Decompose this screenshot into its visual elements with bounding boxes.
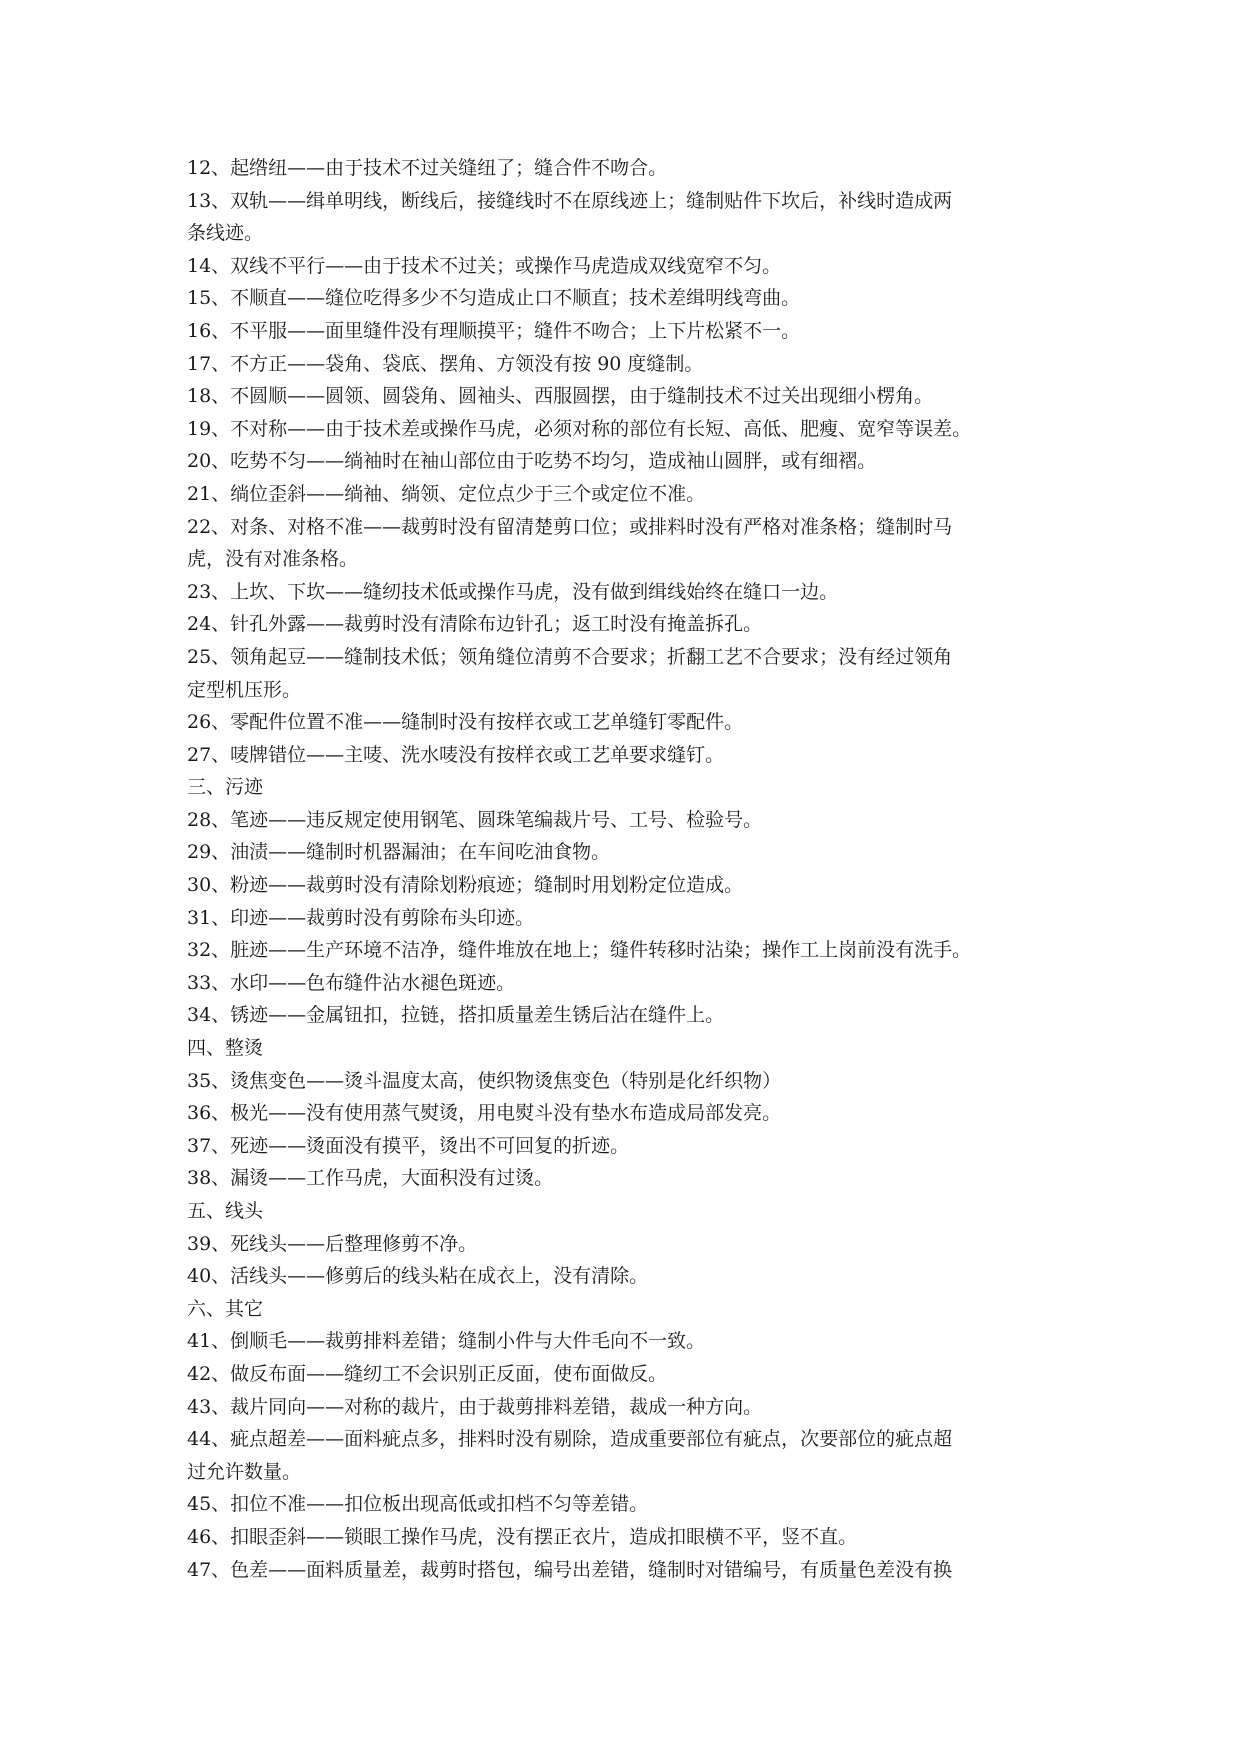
- text-line: 20、吃势不匀——绱袖时在袖山部位由于吃势不均匀，造成袖山圆胖，或有细褶。: [187, 450, 877, 473]
- text-line: 45、扣位不准——扣位板出现高低或扣档不匀等差错。: [187, 1493, 649, 1516]
- text-line: 23、上坎、下坎——缝纫技术低或操作马虎，没有做到缉线始终在缝口一边。: [187, 580, 839, 603]
- section-heading: 六、其它: [187, 1297, 264, 1320]
- text-line: 40、活线头——修剪后的线头粘在成衣上，没有清除。: [187, 1265, 649, 1288]
- text-line: 39、死线头——后整理修剪不净。: [187, 1232, 478, 1255]
- text-line: 33、水印——色布缝件沾水褪色斑迹。: [187, 971, 516, 994]
- text-line: 25、领角起豆——缝制技术低；领角缝位清剪不合要求；折翻工艺不合要求；没有经过领角: [187, 645, 953, 668]
- text-line: 37、死迹——烫面没有摸平，烫出不可回复的折迹。: [187, 1134, 630, 1157]
- text-line: 38、漏烫——工作马虎，大面积没有过烫。: [187, 1167, 554, 1190]
- text-line: 36、极光——没有使用蒸气熨烫，用电熨斗没有垫水布造成局部发亮。: [187, 1102, 782, 1125]
- section-heading: 五、线头: [187, 1200, 264, 1222]
- text-line: 13、双轨——缉单明线，断线后，接缝线时不在原线迹上；缝制贴件下坎后，补线时造成两: [187, 189, 953, 212]
- text-line: 14、双线不平行——由于技术不过关；或操作马虎造成双线宽窄不匀。: [187, 254, 782, 277]
- text-line: 43、裁片同向——对称的裁片，由于裁剪排料差错，裁成一种方向。: [187, 1395, 763, 1418]
- text-line: 34、锈迹——金属钮扣，拉链，搭扣质量差生锈后沾在缝件上。: [187, 1004, 725, 1027]
- text-line: 12、起绺纽——由于技术不过关缝纽了；缝合件不吻合。: [187, 157, 668, 179]
- text-line: 条线迹。: [187, 222, 264, 245]
- text-line: 19、不对称——由于技术差或操作马虎，必须对称的部位有长短、高低、肥瘦、宽窄等误差。: [187, 417, 972, 440]
- text-line: 28、笔迹——违反规定使用钢笔、圆珠笔编裁片号、工号、检验号。: [187, 808, 763, 831]
- section-heading: 四、整烫: [187, 1037, 264, 1060]
- text-line: 35、烫焦变色——烫斗温度太高，使织物烫焦变色（特别是化纤织物）: [187, 1069, 782, 1092]
- text-line: 26、零配件位置不准——缝制时没有按样衣或工艺单缝钉零配件。: [187, 711, 744, 734]
- text-line: 30、粉迹——裁剪时没有清除划粉痕迹；缝制时用划粉定位造成。: [187, 874, 744, 897]
- text-line: 过允许数量。: [187, 1460, 302, 1483]
- text-line: 47、色差——面料质量差，裁剪时搭包，编号出差错，缝制时对错编号，有质量色差没有换: [187, 1558, 953, 1581]
- document-body: [187, 152, 1067, 1586]
- text-line: 17、不方正——袋角、袋底、摆角、方领没有按 90 度缝制。: [187, 352, 704, 375]
- text-line: 27、唛牌错位——主唛、洗水唛没有按样衣或工艺单要求缝钉。: [187, 743, 725, 766]
- section-heading: 三、污迹: [187, 776, 264, 799]
- text-line: 46、扣眼歪斜——锁眼工操作马虎，没有摆正衣片，造成扣眼横不平，竖不直。: [187, 1525, 858, 1548]
- text-line: 42、做反布面——缝纫工不会识别正反面，使布面做反。: [187, 1362, 668, 1385]
- text-line: 虎，没有对准条格。: [187, 548, 359, 571]
- text-line: 24、针孔外露——裁剪时没有清除布边针孔；返工时没有掩盖拆孔。: [187, 613, 763, 636]
- text-line: 21、绱位歪斜——绱袖、绱领、定位点少于三个或定位不准。: [187, 482, 706, 505]
- text-line: 44、疵点超差——面料疵点多，排料时没有剔除，造成重要部位有疵点，次要部位的疵点超: [187, 1428, 953, 1451]
- text-line: 32、脏迹——生产环境不洁净，缝件堆放在地上；缝件转移时沾染；操作工上岗前没有洗手。: [187, 939, 972, 962]
- text-line: 31、印迹——裁剪时没有剪除布头印迹。: [187, 906, 535, 929]
- text-line: 22、对条、对格不准——裁剪时没有留清楚剪口位；或排料时没有严格对准条格；缝制时马: [187, 515, 953, 538]
- text-line: 41、倒顺毛——裁剪排料差错；缝制小件与大件毛向不一致。: [187, 1330, 706, 1353]
- text-line: 29、油渍——缝制时机器漏油；在车间吃油食物。: [187, 841, 611, 864]
- text-line: 15、不顺直——缝位吃得多少不匀造成止口不顺直；技术差缉明线弯曲。: [187, 287, 801, 310]
- text-line: 定型机压形。: [187, 678, 302, 701]
- text-line: 18、不圆顺——圆领、圆袋角、圆袖头、西服圆摆，由于缝制技术不过关出现细小楞角。: [187, 385, 934, 408]
- text-line: 16、不平服——面里缝件没有理顺摸平；缝件不吻合；上下片松紧不一。: [187, 319, 801, 342]
